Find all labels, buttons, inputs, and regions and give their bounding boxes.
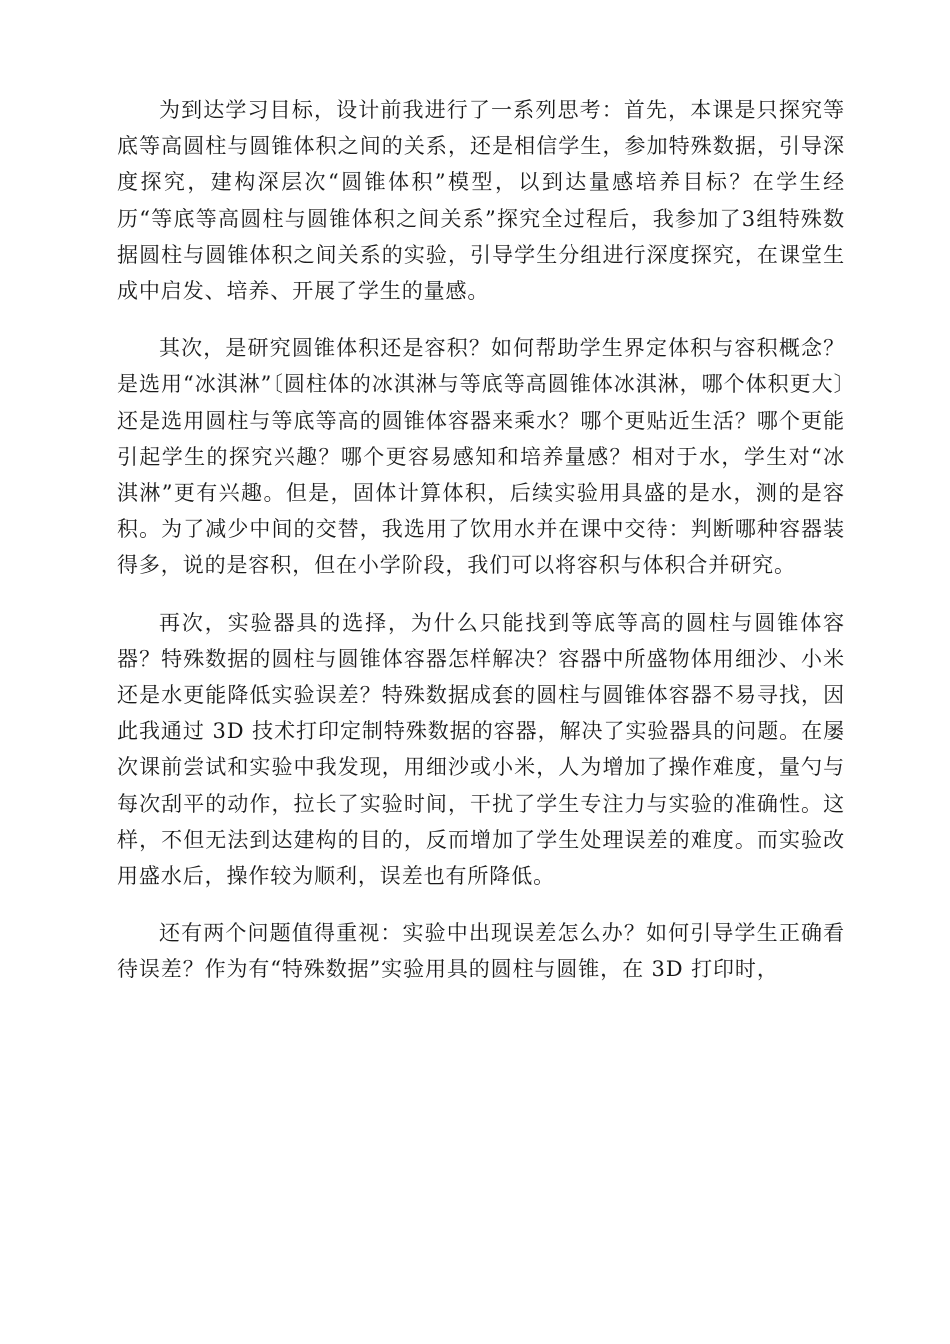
paragraph-2: 其次，是研究圆锥体积还是容积？如何帮助学生界定体积与容积概念？是选用“冰淇淋”〔圆柱体的冰淇淋与等底等高圆锥体冰淇淋，哪个体积更大〕还是选用圆柱与等底等高的圆锥体容器来乘水？哪个更贴近生活？哪个更能引起学生的探究兴趣？哪个更容易感知和培养量感？相对于水，学生对“冰淇淋”更有兴趣。但是，固体计算体积，后续实验用具盛的是水，测的是容积。为了减少中间的交替，我选用了饮用水并在课中交待：判断哪种容器装得多，说的是容积，但在小学阶段，我们可以将容积与体积合并研究。 — [117, 336, 845, 578]
paragraph-3: 再次，实验器具的选择，为什么只能找到等底等高的圆柱与圆锥体容器？特殊数据的圆柱与圆锥体容器怎样解决？容器中所盛物体用细沙、小米还是水更能降低实验误差？特殊数据成套的圆柱与圆锥体容器不易寻找，因此我通过 3D 技术打印定制特殊数据的容器，解决了实验器具的问题。在屡次课前尝试和实验中我发现，用细沙或小米，人为增加了操作难度，量勺与每次刮平的动作，拉长了实验时间，干扰了学生专注力与实验的准确性。这样，不但无法到达建构的目的，反而增加了学生处理误差的难度。而实验改用盛水后，操作较为顺利，误差也有所降低。 — [117, 610, 845, 889]
document-body — [117, 92, 845, 1009]
paragraph-4: 还有两个问题值得重视：实验中出现误差怎么办？如何引导学生正确看待误差？作为有“特殊数据”实验用具的圆柱与圆锥，在 3D 打印时， — [117, 921, 845, 982]
paragraph-1: 为到达学习目标，设计前我进行了一系列思考：首先，本课是只探究等底等高圆柱与圆锥体积之间的关系，还是相信学生，参加特殊数据，引导深度探究，建构深层次“圆锥体积”模型，以到达量感培养目标？在学生经历“等底等高圆柱与圆锥体积之间关系”探究全过程后，我参加了3组特殊数据圆柱与圆锥体积之间关系的实验，引导学生分组进行深度探究，在课堂生成中启发、培养、开展了学生的量感。 — [117, 98, 845, 304]
